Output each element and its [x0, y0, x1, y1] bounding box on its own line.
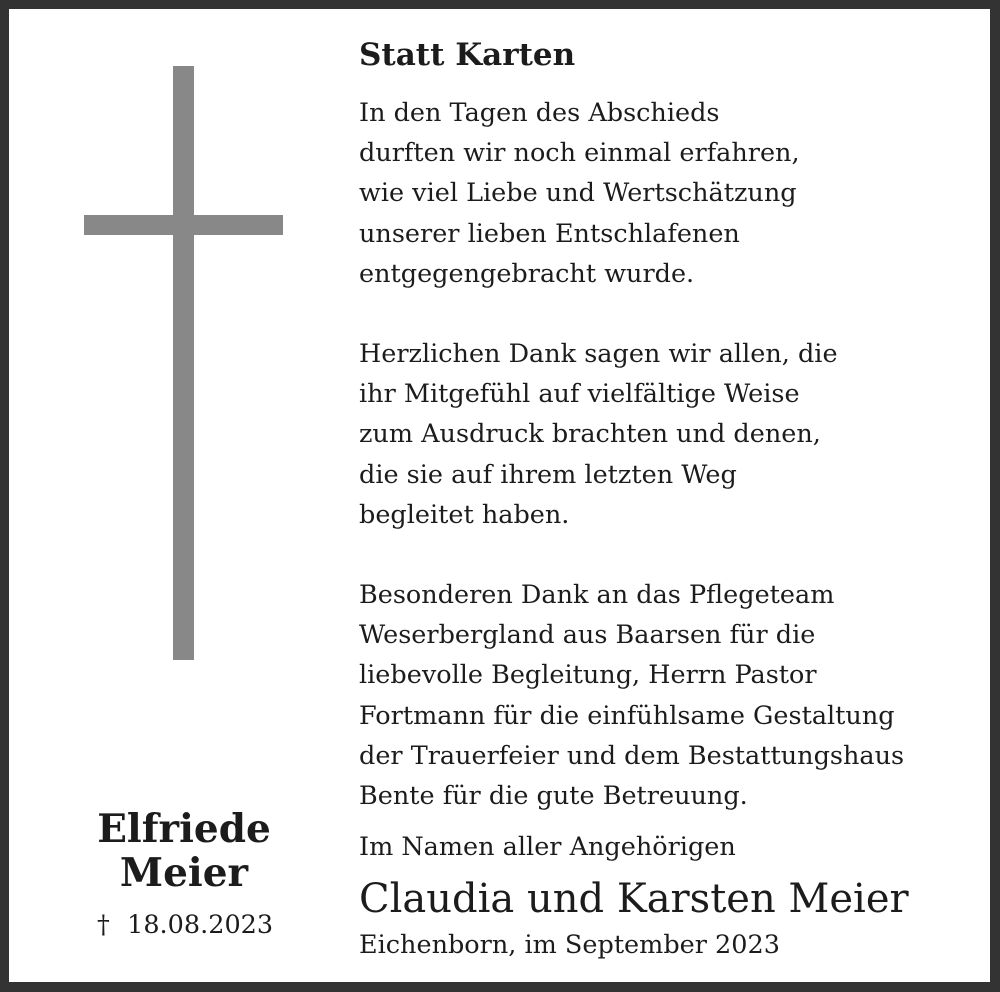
- place-and-date: Eichenborn, im September 2023: [359, 930, 780, 960]
- paragraph-thanks-intro: [359, 93, 800, 294]
- text-line: unserer lieben Entschlafenen: [359, 218, 740, 249]
- deceased-name: [69, 807, 299, 895]
- text-line: Weserbergland aus Baarsen für die: [359, 620, 816, 651]
- text-line: Besonderen Dank an das Pflegeteam: [359, 580, 835, 610]
- death-date: [97, 907, 273, 943]
- cross-horizontal-beam: [84, 215, 283, 235]
- text-line: entgegengebracht wurde.: [359, 258, 695, 289]
- text-line: zum Ausdruck brachten und denen,: [359, 419, 821, 450]
- text-line: In den Tagen des Abschieds: [359, 98, 720, 128]
- obituary-card: [9, 9, 990, 982]
- text-line: Bente für die gute Betreuung.: [359, 781, 748, 812]
- text-line: begleitet haben.: [359, 499, 570, 530]
- death-date-value: 18.08.2023: [127, 910, 274, 940]
- closing-line: Im Namen aller Angehörigen: [359, 832, 736, 862]
- deceased-first-name: Elfriede: [97, 806, 271, 852]
- cross-vertical-beam: [173, 66, 194, 660]
- text-line: Herzlichen Dank sagen wir allen, die: [359, 339, 838, 369]
- headline: Statt Karten: [359, 37, 576, 73]
- deceased-last-name: Meier: [119, 850, 249, 896]
- text-line: Fortmann für die einfühlsame Gestaltung: [359, 700, 895, 731]
- dagger-icon: †: [97, 910, 110, 940]
- paragraph-thanks-all: [359, 334, 838, 535]
- text-line: ihr Mitgefühl auf vielfältige Weise: [359, 379, 800, 410]
- signers: Claudia und Karsten Meier: [359, 876, 909, 922]
- text-line: wie viel Liebe und Wertschätzung: [359, 178, 797, 209]
- text-line: die sie auf ihrem letzten Weg: [359, 459, 737, 490]
- text-line: der Trauerfeier und dem Bestattungshaus: [359, 740, 905, 771]
- text-line: durften wir noch einmal erfahren,: [359, 138, 800, 169]
- paragraph-special-thanks: [359, 575, 904, 816]
- text-line: liebevolle Begleitung, Herrn Pastor: [359, 660, 817, 691]
